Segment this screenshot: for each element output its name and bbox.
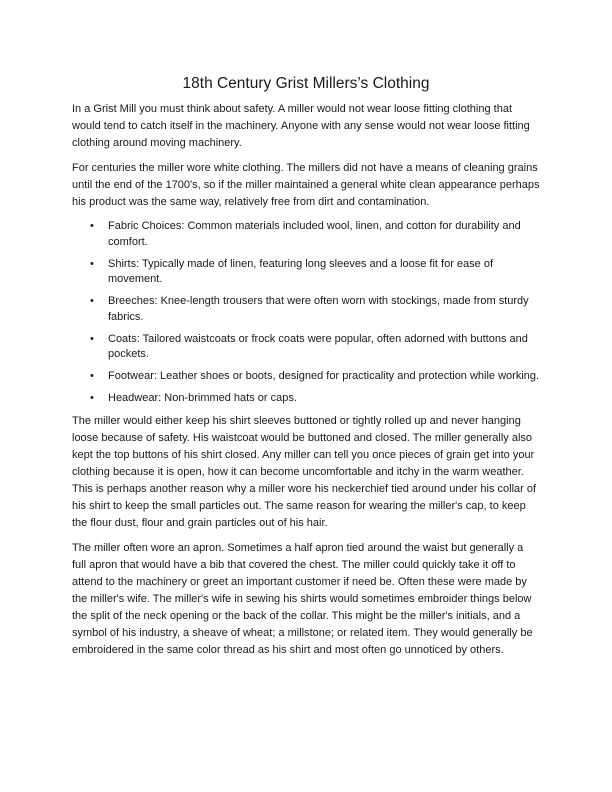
paragraph-white-clothing: For centuries the miller wore white clothing. The millers did not have a means of cleaning grains until the end of the 1700's, so if the miller maintained a general white clean appearance perhaps his product was the same way, relatively free from dirt and contamination. — [72, 162, 540, 208]
paragraph-sleeves-safety: The miller would either keep his shirt sleeves buttoned or tightly rolled up and never hanging loose because of safety. His waistcoat would be buttoned and closed. The miller generally also kept the top buttons of his shirt closed. Any miller can tell you once pieces of grain get into your clothing because it is open, how it can become uncomfortable and itchy in the warm weather. This is perhaps another reason why a miller wore his neckerchief tied around under his collar of his shirt to keep the small particles out. The same reason for wearing the miller's cap, to keep the flour dust, flour and grain particles out of his hair. — [72, 415, 537, 529]
bullet-icon: • — [90, 220, 94, 232]
document-page — [72, 74, 540, 667]
list-item-text: Fabric Choices: Common materials included wool, linen, and cotton for durability and comfort. — [108, 220, 521, 248]
list-item — [72, 257, 540, 288]
paragraph-apron: The miller often wore an apron. Sometimes a half apron tied around the waist but generally a full apron that would have a bib that covered the chest. The miller could quickly take it off to attend to the machinery or greet an important customer if need be. Often these were made by the miller's wife. The miller's wife in sewing his shirts would sometimes embroider things below the split of the neck opening or the back of the collar. This might be the miller's initials, and a symbol of his industry, a sheave of wheat; a millstone; or related item. They would generally be embroidered in the same color thread as his shirt and most often go unnoticed by others. — [72, 542, 533, 656]
bullet-icon: • — [90, 370, 94, 382]
bullet-icon: • — [90, 332, 94, 345]
bullet-icon: • — [90, 257, 94, 270]
bullet-icon: • — [90, 295, 94, 307]
bullet-icon: • — [90, 392, 94, 404]
clothing-list — [72, 219, 540, 407]
list-item-text: Coats: Tailored waistcoats or frock coats were popular, often adorned with buttons and pockets. — [108, 332, 528, 360]
list-item-text: Headwear: Non-brimmed hats or caps. — [108, 392, 297, 404]
list-item — [72, 294, 540, 325]
list-item-text: Footwear: Leather shoes or boots, designed for practicality and protection while working. — [108, 370, 540, 382]
list-item — [72, 369, 540, 385]
list-item-text: Shirts: Typically made of linen, featuring long sleeves and a loose fit for ease of movement. — [108, 257, 494, 285]
list-item-text: Breeches: Knee-length trousers that were often worn with stockings, made from sturdy fabrics. — [108, 295, 529, 323]
list-item — [72, 332, 540, 363]
list-item — [72, 391, 540, 407]
page-title: 18th Century Grist Millers’s Clothing — [182, 75, 430, 92]
paragraph-safety: In a Grist Mill you must think about safety. A miller would not wear loose fitting clothing that would tend to catch itself in the machinery. Anyone with any sense would not wear loose fitting clothing around moving machinery. — [72, 103, 530, 149]
list-item — [72, 219, 540, 250]
